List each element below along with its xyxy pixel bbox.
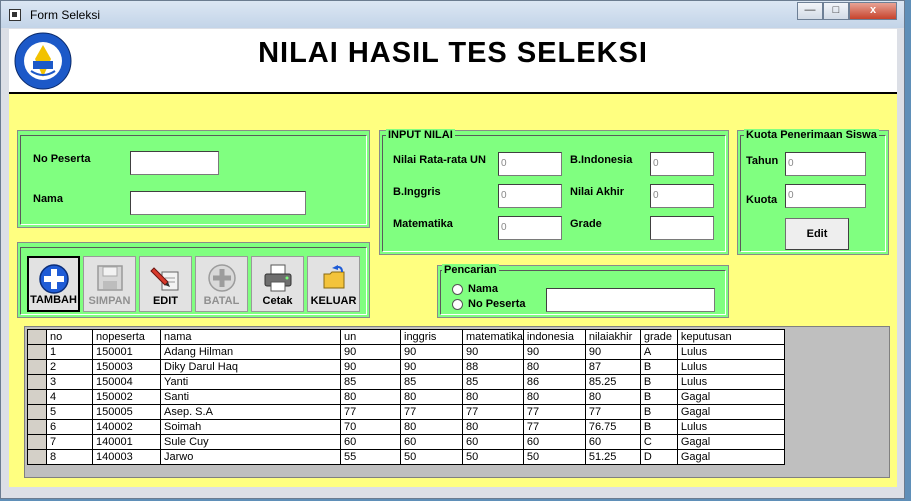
nama-radio[interactable] bbox=[452, 284, 463, 295]
cetak-button[interactable] bbox=[251, 256, 304, 312]
cell-grade[interactable]: D bbox=[640, 450, 677, 465]
table-row[interactable] bbox=[28, 390, 785, 405]
title-bar bbox=[1, 1, 904, 28]
column-header-keputusan[interactable]: keputusan bbox=[677, 330, 784, 345]
cell-indonesia[interactable]: 50 bbox=[523, 450, 585, 465]
cell-inggris[interactable]: 60 bbox=[401, 435, 463, 450]
save-disk-icon bbox=[94, 262, 126, 294]
cell-no[interactable]: 3 bbox=[47, 375, 93, 390]
cell-nama[interactable]: Santi bbox=[161, 390, 341, 405]
table-row[interactable] bbox=[28, 435, 785, 450]
column-header-indonesia[interactable]: indonesia bbox=[523, 330, 585, 345]
edit-kuota-button[interactable]: Edit bbox=[785, 218, 849, 250]
un-input[interactable]: 0 bbox=[498, 152, 562, 176]
cell-keputusan[interactable]: Lulus bbox=[677, 420, 784, 435]
tambah-label: TAMBAH bbox=[30, 294, 77, 306]
kuota-group bbox=[737, 130, 889, 255]
cell-nilaiakhir[interactable]: 51.25 bbox=[585, 450, 640, 465]
cell-un[interactable]: 77 bbox=[341, 405, 401, 420]
cell-matematika[interactable]: 80 bbox=[463, 390, 524, 405]
input-nilai-group-label: INPUT NILAI bbox=[388, 129, 453, 141]
cell-un[interactable]: 85 bbox=[341, 375, 401, 390]
table-row[interactable] bbox=[28, 420, 785, 435]
row-header[interactable] bbox=[28, 420, 47, 435]
kuota-group-label: Kuota Penerimaan Siswa bbox=[746, 129, 877, 141]
exit-folder-icon bbox=[318, 262, 350, 294]
cell-nopeserta[interactable]: 140001 bbox=[93, 435, 161, 450]
cell-nilaiakhir[interactable]: 60 bbox=[585, 435, 640, 450]
cell-un[interactable]: 80 bbox=[341, 390, 401, 405]
input-nilai-group bbox=[379, 130, 729, 255]
cell-grade[interactable]: B bbox=[640, 420, 677, 435]
cell-no[interactable]: 4 bbox=[47, 390, 93, 405]
cell-matematika[interactable]: 90 bbox=[463, 345, 524, 360]
cell-un[interactable]: 90 bbox=[341, 360, 401, 375]
pencarian-group bbox=[437, 265, 729, 318]
cell-nilaiakhir[interactable]: 77 bbox=[585, 405, 640, 420]
cell-matematika[interactable]: 77 bbox=[463, 405, 524, 420]
nama-radio-label: Nama bbox=[468, 283, 498, 295]
nama-label: Nama bbox=[33, 193, 63, 205]
cell-nama[interactable]: Adang Hilman bbox=[161, 345, 341, 360]
grade-label: Grade bbox=[570, 218, 602, 230]
cell-no[interactable]: 1 bbox=[47, 345, 93, 360]
matematika-label: Matematika bbox=[393, 218, 453, 230]
cell-nama[interactable]: Asep. S.A bbox=[161, 405, 341, 420]
table-row[interactable] bbox=[28, 405, 785, 420]
nilai-akhir-input[interactable]: 0 bbox=[650, 184, 714, 208]
cell-keputusan[interactable]: Gagal bbox=[677, 390, 784, 405]
no-peserta-radio[interactable] bbox=[452, 299, 463, 310]
table-row[interactable] bbox=[28, 375, 785, 390]
nama-input[interactable] bbox=[130, 191, 306, 215]
cell-inggris[interactable]: 85 bbox=[401, 375, 463, 390]
row-header[interactable] bbox=[28, 450, 47, 465]
page-title: NILAI HASIL TES SELEKSI bbox=[258, 37, 648, 69]
cell-matematika[interactable]: 88 bbox=[463, 360, 524, 375]
cell-no[interactable]: 2 bbox=[47, 360, 93, 375]
table-row[interactable] bbox=[28, 360, 785, 375]
cell-un[interactable]: 55 bbox=[341, 450, 401, 465]
toolbar-group bbox=[17, 242, 370, 318]
column-header-un[interactable]: un bbox=[341, 330, 401, 345]
cell-grade[interactable]: B bbox=[640, 405, 677, 420]
cell-matematika[interactable]: 50 bbox=[463, 450, 524, 465]
cell-no[interactable]: 6 bbox=[47, 420, 93, 435]
edit-label: EDIT bbox=[152, 295, 179, 307]
cell-keputusan[interactable]: Lulus bbox=[677, 345, 784, 360]
cell-keputusan[interactable]: Lulus bbox=[677, 375, 784, 390]
row-header[interactable] bbox=[28, 360, 47, 375]
peserta-group bbox=[17, 130, 370, 228]
window-title: Form Seleksi bbox=[30, 8, 101, 22]
un-label: Nilai Rata-rata UN bbox=[393, 154, 486, 166]
data-table bbox=[27, 329, 785, 465]
cell-inggris[interactable]: 80 bbox=[401, 390, 463, 405]
cell-nama[interactable]: Yanti bbox=[161, 375, 341, 390]
cell-inggris[interactable]: 50 bbox=[401, 450, 463, 465]
cell-un[interactable]: 90 bbox=[341, 345, 401, 360]
table-row[interactable] bbox=[28, 450, 785, 465]
nilai-akhir-label: Nilai Akhir bbox=[570, 186, 624, 198]
cell-nilaiakhir[interactable]: 85.25 bbox=[585, 375, 640, 390]
cell-nopeserta[interactable]: 150004 bbox=[93, 375, 161, 390]
cell-un[interactable]: 70 bbox=[341, 420, 401, 435]
cell-nama[interactable]: Soimah bbox=[161, 420, 341, 435]
cell-matematika[interactable]: 80 bbox=[463, 420, 524, 435]
form-body bbox=[9, 94, 897, 487]
cell-indonesia[interactable]: 60 bbox=[523, 435, 585, 450]
column-header-no[interactable]: no bbox=[47, 330, 93, 345]
cell-no[interactable]: 7 bbox=[47, 435, 93, 450]
cancel-icon bbox=[206, 262, 238, 294]
cell-grade[interactable]: C bbox=[640, 435, 677, 450]
cell-keputusan[interactable]: Lulus bbox=[677, 360, 784, 375]
no-peserta-label: No Peserta bbox=[33, 153, 91, 165]
grade-input[interactable] bbox=[650, 216, 714, 240]
cell-nilaiakhir[interactable]: 87 bbox=[585, 360, 640, 375]
column-header-grade[interactable]: grade bbox=[640, 330, 677, 345]
keluar-label: KELUAR bbox=[310, 295, 357, 307]
close-button[interactable]: x bbox=[849, 2, 897, 20]
cell-matematika[interactable]: 60 bbox=[463, 435, 524, 450]
cell-indonesia[interactable]: 80 bbox=[523, 360, 585, 375]
column-header-inggris[interactable]: inggris bbox=[401, 330, 463, 345]
cell-nopeserta[interactable]: 150002 bbox=[93, 390, 161, 405]
cell-grade[interactable]: B bbox=[640, 375, 677, 390]
row-header[interactable] bbox=[28, 435, 47, 450]
cell-nama[interactable]: Diky Darul Haq bbox=[161, 360, 341, 375]
cell-matematika[interactable]: 85 bbox=[463, 375, 524, 390]
cell-inggris[interactable]: 90 bbox=[401, 345, 463, 360]
cell-un[interactable]: 60 bbox=[341, 435, 401, 450]
matematika-input[interactable]: 0 bbox=[498, 216, 562, 240]
row-header[interactable] bbox=[28, 390, 47, 405]
cell-nama[interactable]: Sule Cuy bbox=[161, 435, 341, 450]
header-banner bbox=[9, 29, 897, 94]
cell-indonesia[interactable]: 86 bbox=[523, 375, 585, 390]
cell-nilaiakhir[interactable]: 90 bbox=[585, 345, 640, 360]
cell-grade[interactable]: B bbox=[640, 360, 677, 375]
keluar-button[interactable] bbox=[307, 256, 360, 312]
row-header-corner bbox=[28, 330, 47, 345]
row-header[interactable] bbox=[28, 375, 47, 390]
batal-button[interactable] bbox=[195, 256, 248, 312]
table-header-row bbox=[28, 330, 785, 345]
cell-nopeserta[interactable]: 140003 bbox=[93, 450, 161, 465]
table-row[interactable] bbox=[28, 345, 785, 360]
kuota-label: Kuota bbox=[746, 194, 778, 206]
cell-nopeserta[interactable]: 150003 bbox=[93, 360, 161, 375]
cell-no[interactable]: 8 bbox=[47, 450, 93, 465]
no-peserta-input[interactable] bbox=[130, 151, 219, 175]
tahun-label: Tahun bbox=[746, 155, 779, 167]
cell-nilaiakhir[interactable]: 76.75 bbox=[585, 420, 640, 435]
cell-keputusan[interactable]: Gagal bbox=[677, 405, 784, 420]
tahun-input[interactable]: 0 bbox=[785, 152, 866, 176]
cell-inggris[interactable]: 80 bbox=[401, 420, 463, 435]
edit-button[interactable] bbox=[139, 256, 192, 312]
minimize-button[interactable]: — bbox=[797, 2, 823, 20]
column-header-nilaiakhir[interactable]: nilaiakhir bbox=[585, 330, 640, 345]
inggris-input[interactable]: 0 bbox=[498, 184, 562, 208]
cell-keputusan[interactable]: Gagal bbox=[677, 435, 784, 450]
cell-grade[interactable]: A bbox=[640, 345, 677, 360]
column-header-matematika[interactable]: matematika bbox=[463, 330, 524, 345]
row-header[interactable] bbox=[28, 345, 47, 360]
pencarian-group-label: Pencarian bbox=[444, 264, 497, 276]
cell-nama[interactable]: Jarwo bbox=[161, 450, 341, 465]
cell-nopeserta[interactable]: 140002 bbox=[93, 420, 161, 435]
cell-indonesia[interactable]: 80 bbox=[523, 390, 585, 405]
indonesia-input[interactable]: 0 bbox=[650, 152, 714, 176]
cell-indonesia[interactable]: 90 bbox=[523, 345, 585, 360]
tambah-button[interactable] bbox=[27, 256, 80, 312]
simpan-button[interactable] bbox=[83, 256, 136, 312]
no-peserta-radio-label: No Peserta bbox=[468, 298, 526, 310]
cell-inggris[interactable]: 77 bbox=[401, 405, 463, 420]
kuota-input[interactable]: 0 bbox=[785, 184, 866, 208]
column-header-nopeserta[interactable]: nopeserta bbox=[93, 330, 161, 345]
cell-indonesia[interactable]: 77 bbox=[523, 405, 585, 420]
row-header[interactable] bbox=[28, 405, 47, 420]
cetak-label: Cetak bbox=[262, 295, 293, 307]
cell-no[interactable]: 5 bbox=[47, 405, 93, 420]
maximize-button[interactable]: □ bbox=[823, 2, 849, 20]
cell-nilaiakhir[interactable]: 80 bbox=[585, 390, 640, 405]
cell-keputusan[interactable]: Gagal bbox=[677, 450, 784, 465]
column-header-nama[interactable]: nama bbox=[161, 330, 341, 345]
search-input[interactable] bbox=[546, 288, 715, 312]
cell-grade[interactable]: B bbox=[640, 390, 677, 405]
cell-nopeserta[interactable]: 150001 bbox=[93, 345, 161, 360]
batal-label: BATAL bbox=[203, 295, 240, 307]
cell-inggris[interactable]: 90 bbox=[401, 360, 463, 375]
app-icon bbox=[9, 9, 21, 21]
cell-indonesia[interactable]: 77 bbox=[523, 420, 585, 435]
simpan-label: SIMPAN bbox=[88, 295, 131, 307]
cell-nopeserta[interactable]: 150005 bbox=[93, 405, 161, 420]
data-grid[interactable] bbox=[24, 326, 890, 478]
edit-pencil-icon bbox=[150, 262, 182, 294]
printer-icon bbox=[262, 262, 294, 294]
indonesia-label: B.Indonesia bbox=[570, 154, 633, 166]
add-icon bbox=[38, 263, 70, 295]
inggris-label: B.Inggris bbox=[393, 186, 441, 198]
